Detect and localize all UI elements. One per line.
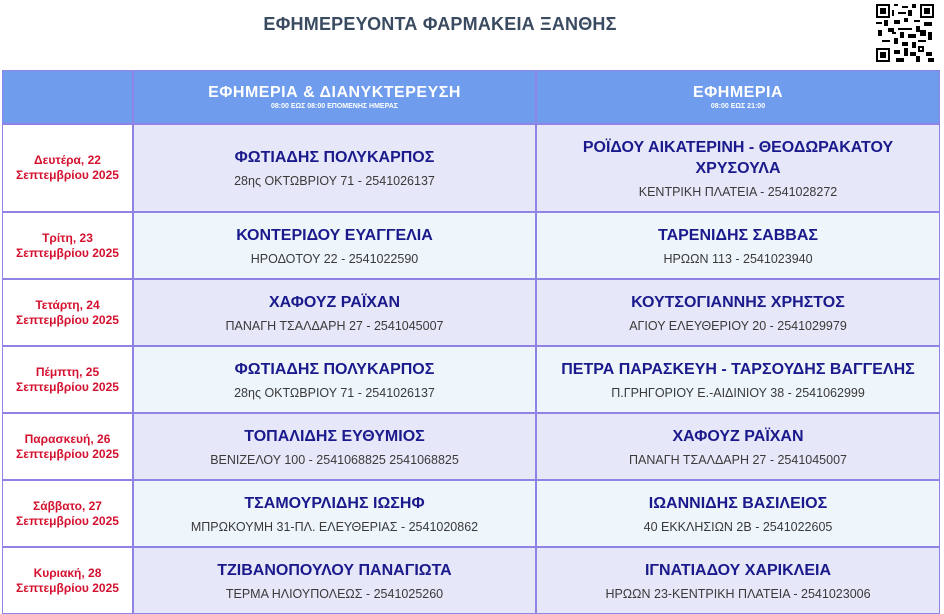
day-cell <box>2 413 133 480</box>
pharmacy-address: ΗΡΟΔΟΤΟΥ 22 - 2541022590 <box>250 251 419 266</box>
day-duty-cell <box>536 346 940 413</box>
table-row <box>2 212 940 279</box>
day-cell <box>2 279 133 346</box>
pharmacy-name: ΙΓΝΑΤΙΑΔΟΥ ΧΑΡΙΚΛΕΙΑ <box>644 561 832 579</box>
header-night-duty-hours: 08:00 ΕΩΣ 08:00 ΕΠΟΜΕΝΗΣ ΗΜΕΡΑΣ <box>270 102 398 110</box>
pharmacy-name: ΦΩΤΙΑΔΗΣ ΠΟΛΥΚΑΡΠΟΣ <box>234 149 435 166</box>
pharmacy-name: ΧΑΦΟΥΖ ΡΑΪΧΑΝ <box>672 427 804 445</box>
night-duty-cell <box>133 124 536 212</box>
header-day-duty-title: ΕΦΗΜΕΡΙΑ <box>692 83 784 101</box>
day-cell <box>2 480 133 547</box>
day-cell <box>2 547 133 614</box>
night-duty-cell <box>133 480 536 547</box>
pharmacy-name: ΠΕΤΡΑ ΠΑΡΑΣΚΕΥΗ - ΤΑΡΣΟΥΔΗΣ ΒΑΓΓΕΛΗΣ <box>561 360 915 378</box>
pharmacy-name: ΧΑΦΟΥΖ ΡΑΪΧΑΝ <box>268 293 401 311</box>
pharmacy-address: ΤΕΡΜΑ ΗΛΙΟΥΠΟΛΕΩΣ - 2541025260 <box>225 586 444 601</box>
pharmacy-address: ΑΓΙΟΥ ΕΛΕΥΘΕΡΙΟΥ 20 - 2541029979 <box>629 318 847 333</box>
day-duty-cell <box>536 279 940 346</box>
pharmacy-address: ΗΡΩΩΝ 113 - 2541023940 <box>663 251 813 266</box>
pharmacy-name: ΤΣΑΜΟΥΡΛΙΔΗΣ ΙΩΣΗΦ <box>244 494 425 512</box>
day-date: Τετάρτη, 24 <box>35 297 100 312</box>
day-duty-cell <box>536 212 940 279</box>
day-duty-cell <box>536 124 940 212</box>
pharmacy-address: ΠΑΝΑΓΗ ΤΣΑΛΔΑΡΗ 27 - 2541045007 <box>629 452 847 467</box>
pharmacy-name: ΤΑΡΕΝΙΔΗΣ ΣΑΒΒΑΣ <box>657 226 818 244</box>
table-row <box>2 346 940 413</box>
pharmacy-address: 28ης ΟΚΤΩΒΡΙΟΥ 71 - 2541026137 <box>234 385 435 400</box>
day-month-year: Σεπτεμβρίου 2025 <box>16 312 119 327</box>
day-duty-cell <box>536 413 940 480</box>
pharmacy-name: ΤΟΠΑΛΙΔΗΣ ΕΥΘΥΜΙΟΣ <box>244 427 425 445</box>
pharmacy-address: 28ης ΟΚΤΩΒΡΙΟΥ 71 - 2541026137 <box>234 174 435 188</box>
header-day-duty <box>536 70 940 124</box>
pharmacy-name: ΚΟΥΤΣΟΓΙΑΝΝΗΣ ΧΡΗΣΤΟΣ <box>631 293 845 311</box>
pharmacy-name: ΙΩΑΝΝΙΔΗΣ ΒΑΣΙΛΕΙΟΣ <box>648 494 828 512</box>
day-duty-cell <box>536 480 940 547</box>
page-title: ΕΦΗΜΕΡΕΥΟΝΤΑ ΦΑΡΜΑΚΕΙΑ ΞΑΝΘΗΣ <box>263 14 617 34</box>
pharmacy-address: ΗΡΩΩΝ 23-ΚΕΝΤΡΙΚΗ ΠΛΑΤΕΙΑ - 2541023006 <box>605 586 871 601</box>
pharmacy-address: 40 ΕΚΚΛΗΣΙΩΝ 2Β - 2541022605 <box>643 519 833 534</box>
pharmacy-name: ΤΖΙΒΑΝΟΠΟΥΛΟΥ ΠΑΝΑΓΙΩΤΑ <box>217 561 452 579</box>
pharmacy-duty-table <box>2 70 940 614</box>
pharmacy-address: ΜΠΡΩΚΟΥΜΗ 31-ΠΛ. ΕΛΕΥΘΕΡΙΑΣ - 2541020862 <box>190 519 479 534</box>
day-duty-cell <box>536 547 940 614</box>
day-month-year: Σεπτεμβρίου 2025 <box>16 168 119 182</box>
day-date: Πέμπτη, 25 <box>35 364 100 379</box>
header-night-duty-title: ΕΦΗΜΕΡΙΑ & ΔΙΑΝΥΚΤΕΡΕΥΣΗ <box>208 83 461 101</box>
table-row <box>2 480 940 547</box>
table-row <box>2 547 940 614</box>
qr-code-icon <box>876 4 934 62</box>
header-night-duty <box>133 70 536 124</box>
day-cell <box>2 124 133 212</box>
night-duty-cell <box>133 547 536 614</box>
day-month-year: Σεπτεμβρίου 2025 <box>16 580 119 595</box>
day-date: Κυριακή, 28 <box>33 565 102 580</box>
pharmacy-name: ΦΩΤΙΑΔΗΣ ΠΟΛΥΚΑΡΠΟΣ <box>234 360 435 378</box>
pharmacy-address: ΒΕΝΙΖΕΛΟΥ 100 - 2541068825 2541068825 <box>210 452 459 467</box>
day-cell <box>2 212 133 279</box>
day-date: Δευτέρα, 22 <box>34 153 101 167</box>
day-date: Τρίτη, 23 <box>42 230 93 245</box>
day-month-year: Σεπτεμβρίου 2025 <box>16 379 119 394</box>
night-duty-cell <box>133 413 536 480</box>
day-month-year: Σεπτεμβρίου 2025 <box>16 446 119 461</box>
night-duty-cell <box>133 279 536 346</box>
night-duty-cell <box>133 212 536 279</box>
header-empty-cell <box>2 70 133 124</box>
day-date: Παρασκευή, 26 <box>24 431 111 446</box>
night-duty-cell <box>133 346 536 413</box>
table-row <box>2 279 940 346</box>
pharmacy-address: ΠΑΝΑΓΗ ΤΣΑΛΔΑΡΗ 27 - 2541045007 <box>225 318 444 333</box>
header-day-duty-hours: 08:00 ΕΩΣ 21:00 <box>710 102 766 110</box>
pharmacy-address: ΚΕΝΤΡΙΚΗ ΠΛΑΤΕΙΑ - 2541028272 <box>638 184 838 199</box>
table-row <box>2 124 940 212</box>
day-month-year: Σεπτεμβρίου 2025 <box>16 245 119 260</box>
pharmacy-name: ΚΟΝΤΕΡΙΔΟΥ ΕΥΑΓΓΕΛΙΑ <box>236 226 433 244</box>
day-month-year: Σεπτεμβρίου 2025 <box>16 513 119 528</box>
table-row <box>2 413 940 480</box>
pharmacy-name: ΡΟΪΔΟΥ ΑΙΚΑΤΕΡΙΝΗ - ΘΕΟΔΩΡΑΚΑΤΟΥ ΧΡΥΣΟΥΛΑ <box>582 138 894 177</box>
day-cell <box>2 346 133 413</box>
table-header-row <box>2 70 940 124</box>
pharmacy-address: Π.ΓΡΗΓΟΡΙΟΥ Ε.-ΑΙΔΙΝΙΟΥ 38 - 2541062999 <box>611 385 865 400</box>
day-date: Σάββατο, 27 <box>33 498 102 513</box>
